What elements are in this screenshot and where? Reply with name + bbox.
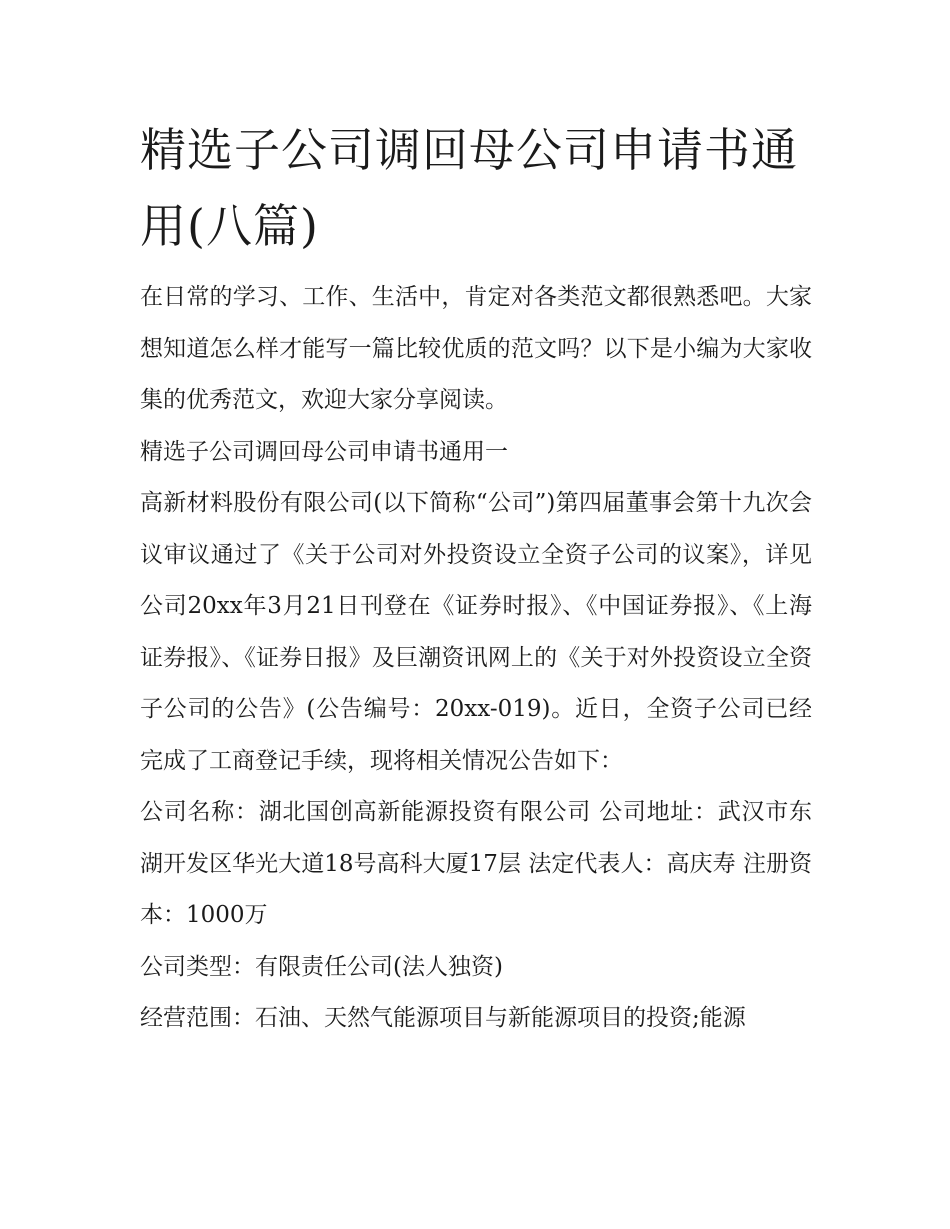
company-info-paragraph: 公司名称：湖北国创高新能源投资有限公司 公司地址：武汉市东湖开发区华光大道18号高科大厦17层 法定代表人：高庆寿 注册资本：1000万: [140, 799, 812, 928]
announcement-paragraph: 高新材料股份有限公司(以下简称“公司”)第四届董事会第十九次会议审议通过了《关于公司对外投资设立全资子公司的议案》，详见公司20xx年3月21日刊登在《证券时报》、《中国证券报》、《上海证券报》、《证券日报》及巨潮资讯网上的《关于对外投资设立全资子公司的公告》(公告编号：20xx-019)。近日，全资子公司已经完成了工商登记手续，现将相关情况公告如下：: [140, 490, 812, 774]
document-title: 精选子公司调回母公司申请书通用(八篇): [140, 123, 798, 253]
business-scope-paragraph: 经营范围：石油、天然气能源项目与新能源项目的投资;能源: [140, 1005, 746, 1031]
document-body: [140, 112, 812, 1045]
company-type-paragraph: 公司类型：有限责任公司(法人独资): [140, 953, 503, 980]
section-heading: 精选子公司调回母公司申请书通用一: [140, 438, 508, 465]
intro-paragraph: 在日常的学习、工作、生活中，肯定对各类范文都很熟悉吧。大家想知道怎么样才能写一篇比较优质的范文吗？以下是小编为大家收集的优秀范文，欢迎大家分享阅读。: [140, 284, 812, 413]
